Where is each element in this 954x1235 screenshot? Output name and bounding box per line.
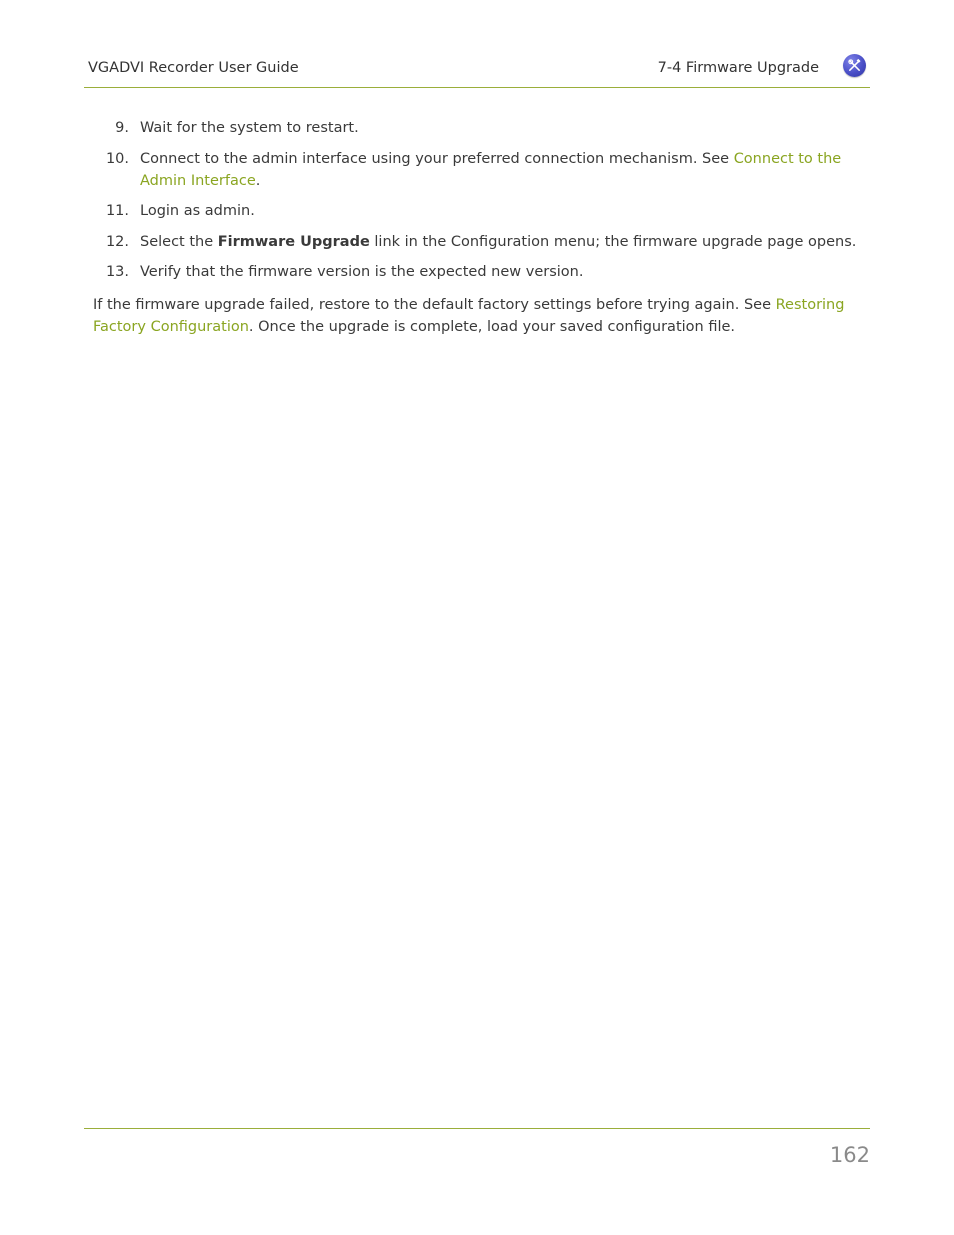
step-number: 9. bbox=[115, 120, 129, 136]
procedure-steps bbox=[93, 117, 868, 292]
step-text: Select the bbox=[140, 233, 218, 250]
step-text-end: . bbox=[255, 172, 261, 189]
restoring-factory-configuration-link[interactable]: Restoring Factory Configuration bbox=[93, 297, 845, 335]
list-item bbox=[93, 117, 868, 139]
upgrade-failure-note bbox=[93, 294, 868, 338]
step-number: 11. bbox=[105, 203, 129, 219]
footer-divider bbox=[84, 1128, 870, 1129]
step-text: Login as admin. bbox=[140, 203, 255, 219]
step-text: Wait for the system to restart. bbox=[140, 120, 359, 136]
tools-icon bbox=[843, 54, 866, 77]
note-text-end: . Once the upgrade is complete, load your saved configuration file. bbox=[248, 319, 736, 335]
step-number: 10. bbox=[105, 150, 129, 167]
document-title: VGADVI Recorder User Guide bbox=[88, 60, 299, 76]
firmware-upgrade-term: Firmware Upgrade bbox=[217, 233, 370, 250]
step-number: 13. bbox=[105, 264, 129, 280]
step-text: Verify that the firmware version is the expected new version. bbox=[140, 264, 584, 280]
connect-admin-interface-link[interactable]: Connect to the Admin Interface bbox=[140, 150, 842, 189]
section-title: 7-4 Firmware Upgrade bbox=[657, 60, 819, 76]
list-item bbox=[93, 148, 868, 192]
step-number: 12. bbox=[105, 233, 129, 250]
step-text-end: link in the Configuration menu; the firmware upgrade page opens. bbox=[369, 233, 857, 250]
note-text: If the firmware upgrade failed, restore to the default factory settings before trying again. See bbox=[93, 297, 776, 313]
list-item bbox=[93, 200, 868, 222]
list-item bbox=[93, 231, 868, 253]
list-item bbox=[93, 261, 868, 283]
step-text: Connect to the admin interface using your preferred connection mechanism. See bbox=[140, 150, 734, 167]
page-header bbox=[84, 52, 870, 88]
page-number: 162 bbox=[829, 1143, 870, 1167]
